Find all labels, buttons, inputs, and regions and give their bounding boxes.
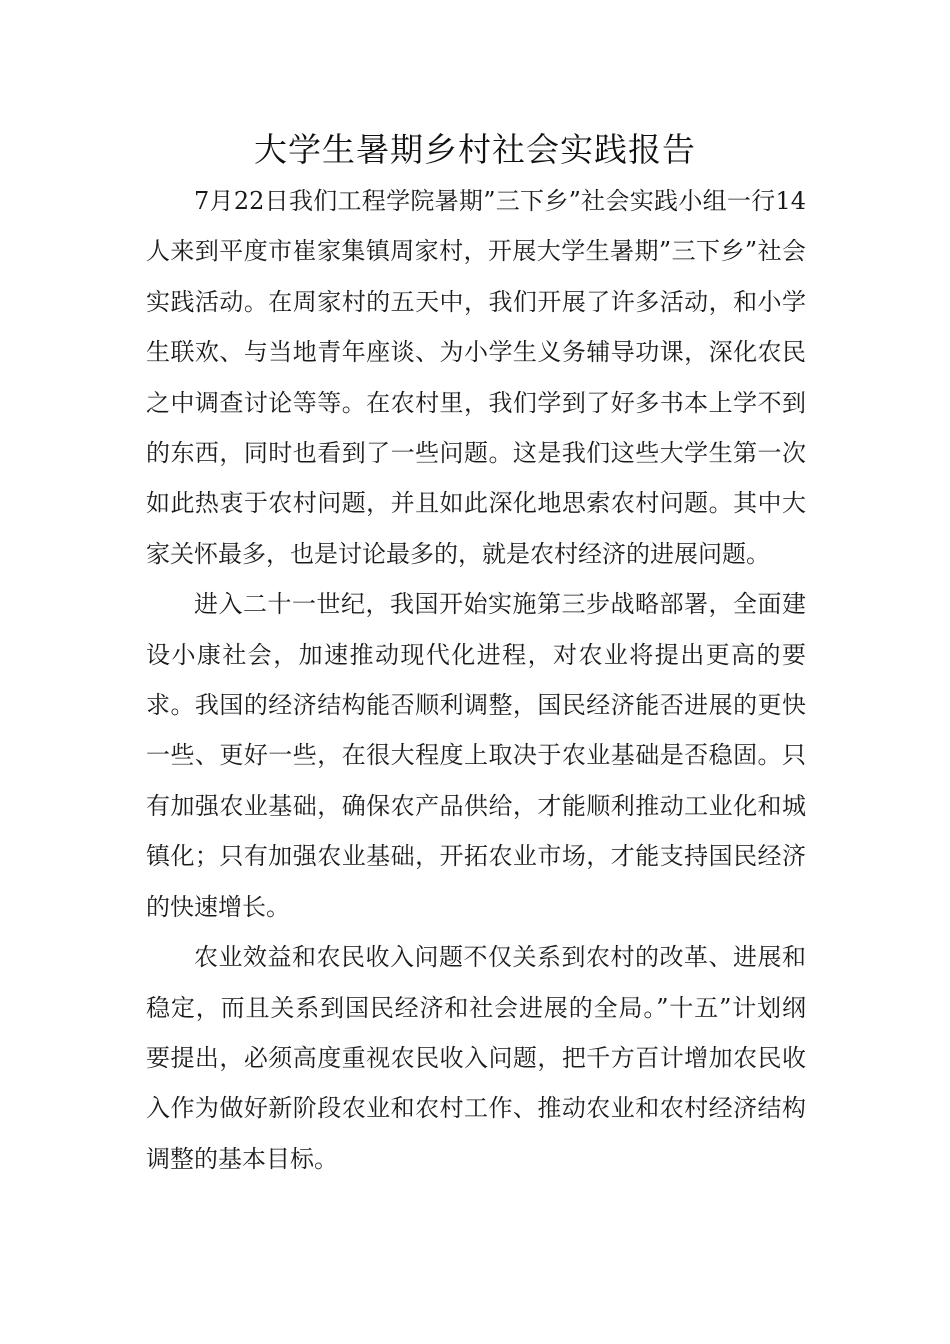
document-title: 大学生暑期乡村社会实践报告 xyxy=(254,130,696,169)
paragraph-1: 7月22日我们工程学院暑期”三下乡”社会实践小组一行14人来到平度市崔家集镇周家村，开展大学生暑期”三下乡”社会实践活动。在周家村的五天中，我们开展了许多活动，和小学生联欢、与当地青年座谈、为小学生义务辅导功课，深化农民之中调查讨论等等。在农村里，我们学到了好多书本上学不到的东西，同时也看到了一些问题。这是我们这些大学生第一次如此热衷于农村问题，并且如此深化地思索农村问题。其中大家关怀最多，也是讨论最多的，就是农村经济的进展问题。 xyxy=(146,187,806,568)
paragraph-3: 农业效益和农民收入问题不仅关系到农村的改革、进展和稳定，而且关系到国民经济和社会进展的全局。”十五”计划纲要提出，必须高度重视农民收入问题，把千方百计增加农民收入作为做好新阶段农业和农村工作、推动农业和农村经济结构调整的基本目标。 xyxy=(146,943,806,1173)
document-body xyxy=(146,176,806,1184)
paragraph-2: 进入二十一世纪，我国开始实施第三步战略部署，全面建设小康社会，加速推动现代化进程，对农业将提出更高的要求。我国的经济结构能否顺利调整，国民经济能否进展的更快一些、更好一些，在很大程度上取决于农业基础是否稳固。只有加强农业基础，确保农产品供给，才能顺利推动工业化和城镇化；只有加强农业基础，开拓农业市场，才能支持国民经济的快速增长。 xyxy=(146,590,806,921)
